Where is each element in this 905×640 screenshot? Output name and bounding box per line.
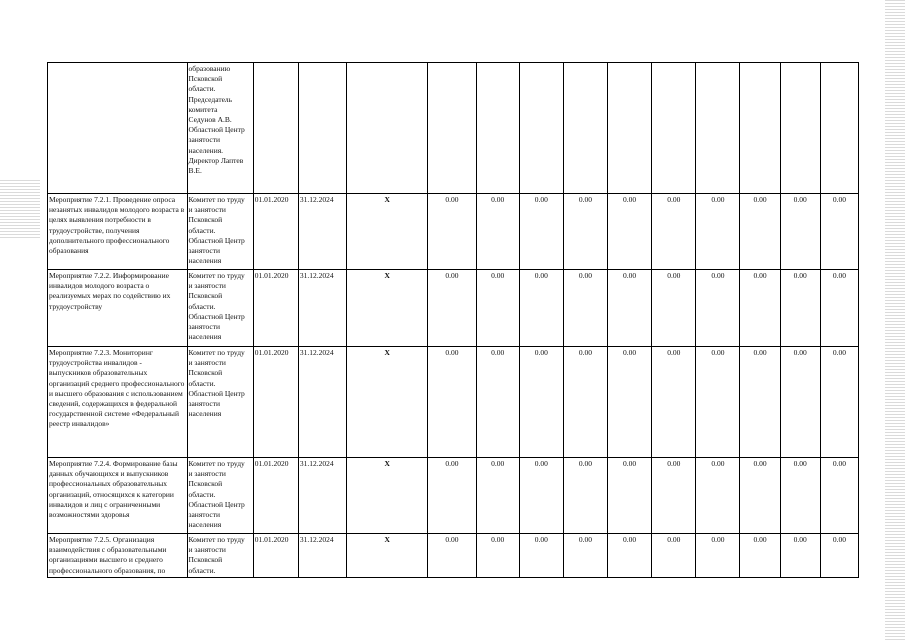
- value-cell: 0.00: [820, 347, 858, 458]
- scan-artifact-right: [885, 0, 905, 640]
- value-cell: 0.00: [519, 347, 563, 458]
- value-cell: 0.00: [820, 270, 858, 347]
- value-cell: 0.00: [428, 534, 476, 578]
- scan-artifact-left: [0, 180, 40, 240]
- value-cell: 0.00: [608, 347, 652, 458]
- start-date-cell: 01.01.2020: [253, 458, 298, 534]
- value-cell: 0.00: [740, 458, 780, 534]
- value-cell: 0.00: [428, 347, 476, 458]
- measure-cell: Мероприятие 7.2.1. Проведение опроса незанятых инвалидов молодого возраста в целях выявления потребности в трудоустройстве, получения дополнительного профессионального образования: [48, 194, 188, 270]
- value-cell: 0.00: [476, 458, 519, 534]
- executor-cell: Комитет по труду и занятости Псковской области.: [187, 534, 253, 578]
- mark-cell: X: [347, 458, 428, 534]
- value-cell: 0.00: [476, 347, 519, 458]
- end-date-cell: 31.12.2024: [298, 270, 346, 347]
- start-date-cell: 01.01.2020: [253, 534, 298, 578]
- mark-cell: [347, 63, 428, 194]
- table-row: [48, 458, 859, 534]
- value-cell: [652, 63, 696, 194]
- value-cell: 0.00: [696, 534, 740, 578]
- value-cell: 0.00: [608, 270, 652, 347]
- value-cell: 0.00: [476, 270, 519, 347]
- value-cell: 0.00: [652, 347, 696, 458]
- table-row: [48, 194, 859, 270]
- end-date-cell: 31.12.2024: [298, 458, 346, 534]
- value-cell: 0.00: [652, 270, 696, 347]
- value-cell: 0.00: [780, 270, 820, 347]
- value-cell: [740, 63, 780, 194]
- value-cell: 0.00: [696, 458, 740, 534]
- value-cell: 0.00: [563, 347, 607, 458]
- value-cell: [563, 63, 607, 194]
- value-cell: 0.00: [696, 194, 740, 270]
- end-date-cell: 31.12.2024: [298, 534, 346, 578]
- table-row: [48, 347, 859, 458]
- program-measures-table: [47, 62, 859, 578]
- value-cell: 0.00: [476, 194, 519, 270]
- value-cell: [519, 63, 563, 194]
- value-cell: 0.00: [519, 534, 563, 578]
- measure-cell: Мероприятие 7.2.3. Мониторинг трудоустройства инвалидов - выпускников образовательных организаций среднего профессионального и высшего образования с использованием сведений, содержащихся в федеральной государственной системе «Федеральный реестр инвалидов»: [48, 347, 188, 458]
- table-row: [48, 270, 859, 347]
- value-cell: [820, 63, 858, 194]
- measure-cell: Мероприятие 7.2.2. Информирование инвалидов молодого возраста о реализуемых мерах по содействию их трудоустройству: [48, 270, 188, 347]
- value-cell: 0.00: [740, 270, 780, 347]
- value-cell: 0.00: [428, 194, 476, 270]
- start-date-cell: [253, 63, 298, 194]
- end-date-cell: [298, 63, 346, 194]
- mark-cell: X: [347, 270, 428, 347]
- start-date-cell: 01.01.2020: [253, 194, 298, 270]
- value-cell: 0.00: [780, 458, 820, 534]
- value-cell: 0.00: [563, 534, 607, 578]
- value-cell: 0.00: [608, 194, 652, 270]
- value-cell: 0.00: [652, 534, 696, 578]
- value-cell: [696, 63, 740, 194]
- value-cell: 0.00: [428, 458, 476, 534]
- start-date-cell: 01.01.2020: [253, 270, 298, 347]
- executor-cell: Комитет по труду и занятости Псковской области. Областной Центр занятости населения: [187, 194, 253, 270]
- mark-cell: X: [347, 534, 428, 578]
- value-cell: 0.00: [740, 194, 780, 270]
- mark-cell: X: [347, 194, 428, 270]
- value-cell: 0.00: [696, 270, 740, 347]
- measure-cell: Мероприятие 7.2.5. Организация взаимодействия с образовательными организациями высшего и среднего профессионального образования, по: [48, 534, 188, 578]
- value-cell: 0.00: [563, 194, 607, 270]
- value-cell: 0.00: [780, 347, 820, 458]
- value-cell: [780, 63, 820, 194]
- executor-cell: Комитет по труду и занятости Псковской области. Областной Центр занятости населения: [187, 270, 253, 347]
- value-cell: 0.00: [428, 270, 476, 347]
- start-date-cell: 01.01.2020: [253, 347, 298, 458]
- table-row: [48, 63, 859, 194]
- value-cell: 0.00: [780, 194, 820, 270]
- value-cell: 0.00: [652, 458, 696, 534]
- end-date-cell: 31.12.2024: [298, 347, 346, 458]
- value-cell: 0.00: [608, 458, 652, 534]
- value-cell: 0.00: [820, 194, 858, 270]
- executor-cell: образованию Псковской области. Председатель комитета Седунов А.В. Областной Центр занятости населения. Директор Лаптев В.Е.: [187, 63, 253, 194]
- value-cell: 0.00: [740, 347, 780, 458]
- measure-cell: Мероприятие 7.2.4. Формирование базы данных обучающихся и выпускников профессиональных образовательных организаций, относящихся к категории инвалидов и лиц с ограниченными возможностями здоровья: [48, 458, 188, 534]
- measure-cell: [48, 63, 188, 194]
- end-date-cell: 31.12.2024: [298, 194, 346, 270]
- table-row: [48, 534, 859, 578]
- value-cell: 0.00: [608, 534, 652, 578]
- value-cell: [476, 63, 519, 194]
- value-cell: 0.00: [519, 194, 563, 270]
- value-cell: 0.00: [652, 194, 696, 270]
- value-cell: 0.00: [820, 534, 858, 578]
- value-cell: 0.00: [696, 347, 740, 458]
- value-cell: 0.00: [563, 458, 607, 534]
- value-cell: 0.00: [780, 534, 820, 578]
- value-cell: 0.00: [563, 270, 607, 347]
- value-cell: [428, 63, 476, 194]
- value-cell: [608, 63, 652, 194]
- value-cell: 0.00: [740, 534, 780, 578]
- executor-cell: Комитет по труду и занятости Псковской области. Областной Центр занятости населения: [187, 458, 253, 534]
- executor-cell: Комитет по труду и занятости Псковской области. Областной Центр занятости населения: [187, 347, 253, 458]
- value-cell: 0.00: [519, 458, 563, 534]
- mark-cell: X: [347, 347, 428, 458]
- value-cell: 0.00: [519, 270, 563, 347]
- value-cell: 0.00: [476, 534, 519, 578]
- value-cell: 0.00: [820, 458, 858, 534]
